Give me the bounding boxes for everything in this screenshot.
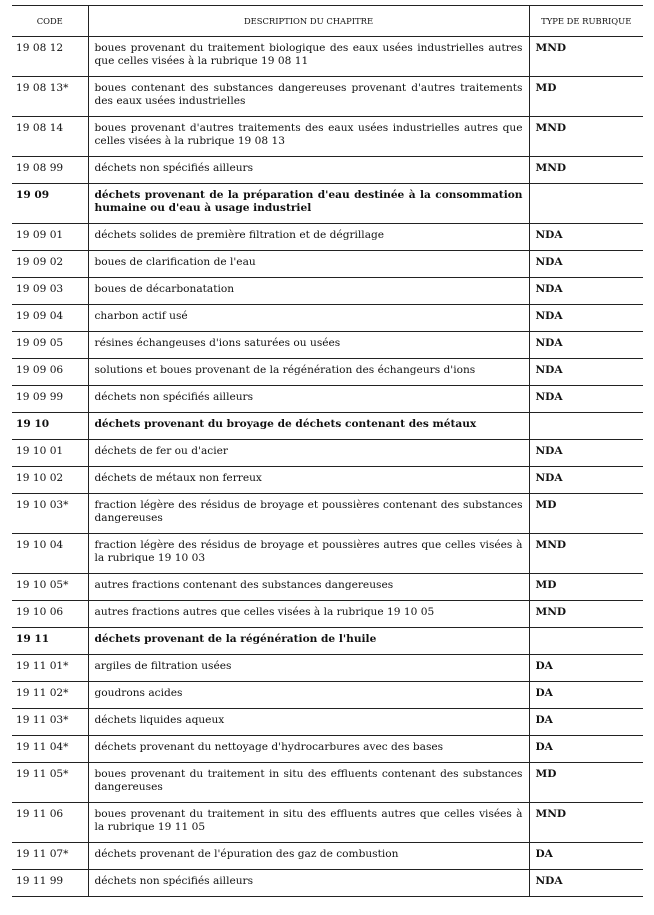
description-cell: déchets provenant de la régénération de l'huile [88,628,529,655]
code-cell: 19 10 06 [12,601,88,628]
description-cell: résines échangeuses d'ions saturées ou usées [88,332,529,359]
type-cell: DA [529,843,643,870]
description-cell: boues contenant des substances dangereuses provenant d'autres traitements des eaux usées industrielles [88,77,529,117]
table-row [12,386,643,413]
description-cell: déchets liquides aqueux [88,709,529,736]
table-row [12,682,643,709]
description-cell: fraction légère des résidus de broyage et poussières contenant des substances dangereuses [88,494,529,534]
code-cell: 19 09 99 [12,386,88,413]
code-cell: 19 11 [12,628,88,655]
header-code: CODE [12,6,88,37]
code-cell: 19 11 04* [12,736,88,763]
description-cell: déchets provenant de l'épuration des gaz de combustion [88,843,529,870]
type-cell: MND [529,534,643,574]
type-cell: NDA [529,870,643,897]
table-row [12,157,643,184]
table-row [12,467,643,494]
code-cell: 19 10 05* [12,574,88,601]
code-cell: 19 08 99 [12,157,88,184]
code-cell: 19 08 13* [12,77,88,117]
description-cell: déchets non spécifiés ailleurs [88,870,529,897]
table-row [12,843,643,870]
code-cell: 19 09 [12,184,88,224]
table-row [12,77,643,117]
type-cell: MND [529,117,643,157]
description-cell: boues de clarification de l'eau [88,251,529,278]
type-cell: DA [529,682,643,709]
table-row [12,359,643,386]
code-cell: 19 08 14 [12,117,88,157]
code-cell: 19 09 01 [12,224,88,251]
table-row [12,763,643,803]
code-cell: 19 11 99 [12,870,88,897]
type-cell: MND [529,803,643,843]
table-row [12,224,643,251]
description-cell: boues de décarbonatation [88,278,529,305]
type-cell: DA [529,709,643,736]
type-cell: DA [529,736,643,763]
header-type: TYPE DE RUBRIQUE [529,6,643,37]
type-cell: NDA [529,332,643,359]
table-row [12,278,643,305]
table-row [12,37,643,77]
type-cell: MD [529,77,643,117]
code-cell: 19 11 06 [12,803,88,843]
code-cell: 19 09 06 [12,359,88,386]
code-cell: 19 11 03* [12,709,88,736]
type-cell: MND [529,601,643,628]
section-heading-row [12,628,643,655]
table-row [12,440,643,467]
description-cell: déchets provenant du nettoyage d'hydrocarbures avec des bases [88,736,529,763]
type-cell: NDA [529,278,643,305]
type-cell: NDA [529,305,643,332]
description-cell: boues provenant d'autres traitements des eaux usées industrielles autres que celles visées à la rubrique 19 08 13 [88,117,529,157]
type-cell: NDA [529,440,643,467]
type-cell: MD [529,494,643,534]
code-cell: 19 09 04 [12,305,88,332]
table-row [12,736,643,763]
table-row [12,251,643,278]
table-row [12,332,643,359]
code-cell: 19 09 03 [12,278,88,305]
code-cell: 19 10 03* [12,494,88,534]
type-cell: MD [529,763,643,803]
table-row [12,709,643,736]
table-body [12,37,643,897]
description-cell: solutions et boues provenant de la régénération des échangeurs d'ions [88,359,529,386]
table-row [12,601,643,628]
description-cell: goudrons acides [88,682,529,709]
table-row [12,870,643,897]
table-header-row [12,6,643,37]
description-cell: déchets non spécifiés ailleurs [88,386,529,413]
type-cell [529,413,643,440]
table-row [12,574,643,601]
type-cell [529,628,643,655]
table-row [12,655,643,682]
code-cell: 19 10 01 [12,440,88,467]
type-cell: MND [529,37,643,77]
description-cell: argiles de filtration usées [88,655,529,682]
description-cell: boues provenant du traitement biologique des eaux usées industrielles autres que celles visées à la rubrique 19 08 11 [88,37,529,77]
description-cell: charbon actif usé [88,305,529,332]
description-cell: boues provenant du traitement in situ des effluents autres que celles visées à la rubrique 19 11 05 [88,803,529,843]
description-cell: boues provenant du traitement in situ des effluents contenant des substances dangereuses [88,763,529,803]
code-cell: 19 11 01* [12,655,88,682]
code-cell: 19 10 02 [12,467,88,494]
type-cell: MND [529,157,643,184]
type-cell [529,184,643,224]
header-description: DESCRIPTION DU CHAPITRE [88,6,529,37]
description-cell: autres fractions contenant des substances dangereuses [88,574,529,601]
table-row [12,305,643,332]
type-cell: NDA [529,224,643,251]
table-row [12,534,643,574]
code-cell: 19 11 07* [12,843,88,870]
description-cell: déchets non spécifiés ailleurs [88,157,529,184]
type-cell: NDA [529,467,643,494]
code-cell: 19 08 12 [12,37,88,77]
description-cell: autres fractions autres que celles visées à la rubrique 19 10 05 [88,601,529,628]
type-cell: NDA [529,359,643,386]
type-cell: NDA [529,251,643,278]
section-heading-row [12,184,643,224]
type-cell: NDA [529,386,643,413]
description-cell: fraction légère des résidus de broyage et poussières autres que celles visées à la rubrique 19 10 03 [88,534,529,574]
table-row [12,803,643,843]
description-cell: déchets provenant du broyage de déchets contenant des métaux [88,413,529,440]
description-cell: déchets de fer ou d'acier [88,440,529,467]
section-heading-row [12,413,643,440]
code-cell: 19 10 04 [12,534,88,574]
description-cell: déchets solides de première filtration et de dégrillage [88,224,529,251]
type-cell: MD [529,574,643,601]
code-cell: 19 09 02 [12,251,88,278]
type-cell: DA [529,655,643,682]
waste-code-table [12,5,643,897]
code-cell: 19 10 [12,413,88,440]
code-cell: 19 09 05 [12,332,88,359]
code-cell: 19 11 05* [12,763,88,803]
description-cell: déchets de métaux non ferreux [88,467,529,494]
code-cell: 19 11 02* [12,682,88,709]
description-cell: déchets provenant de la préparation d'eau destinée à la consommation humaine ou d'eau à usage industriel [88,184,529,224]
table-row [12,117,643,157]
table-row [12,494,643,534]
